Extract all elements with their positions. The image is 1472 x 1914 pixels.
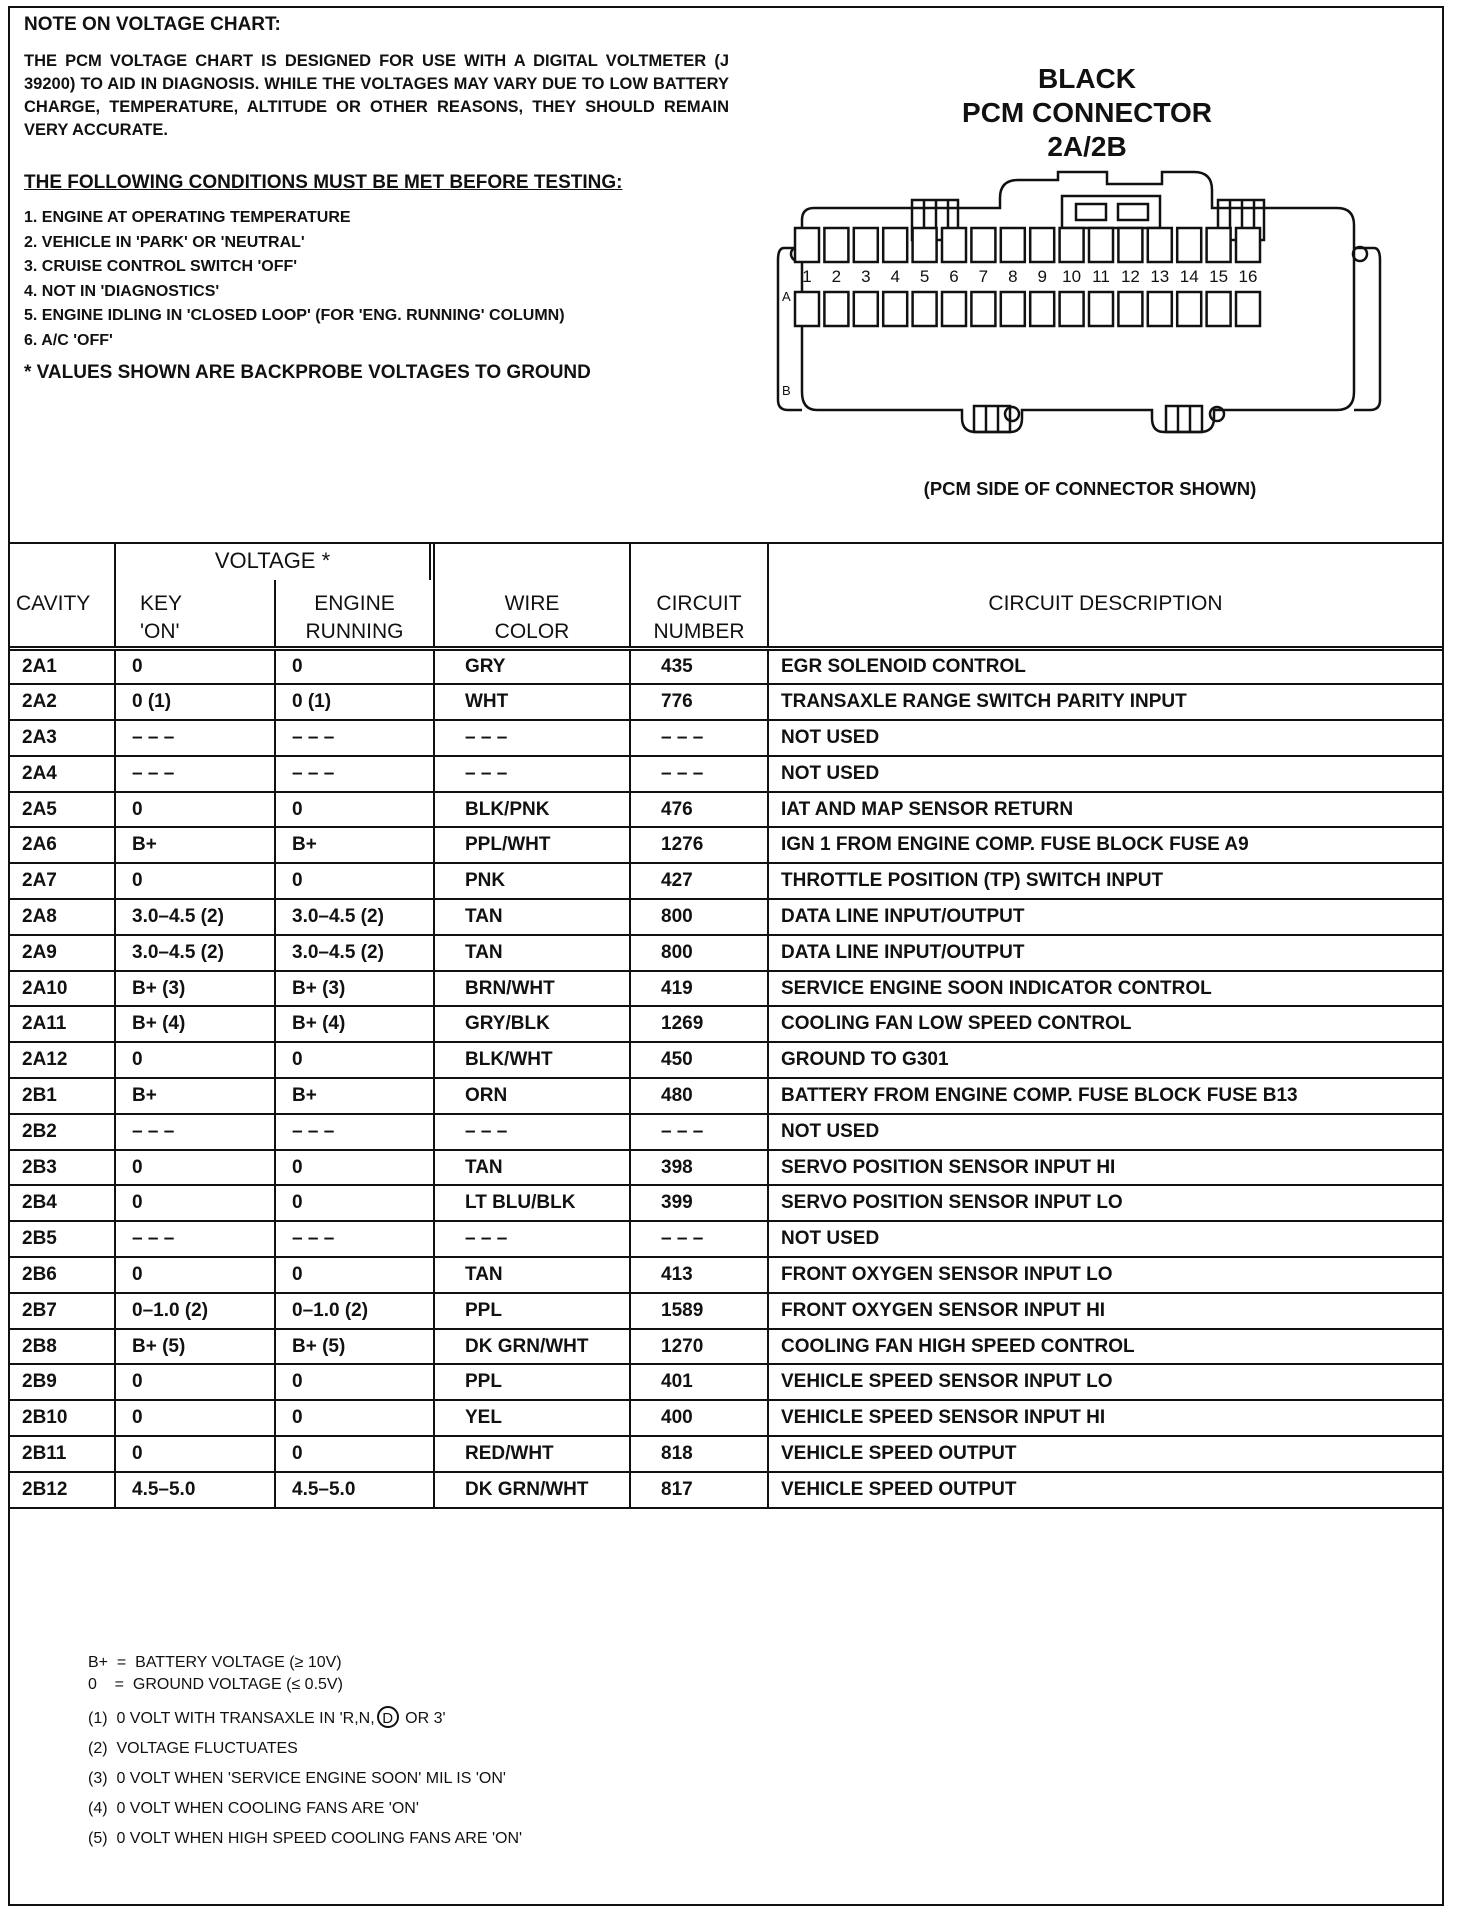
cell-circuit-description: VEHICLE SPEED SENSOR INPUT LO <box>768 1364 1443 1400</box>
table-row <box>9 1400 1443 1436</box>
row-b-label: B <box>782 383 791 398</box>
cell-engine-running: B+ (4) <box>275 1006 434 1042</box>
table-row <box>9 649 1443 685</box>
cell-wire-color: PPL/WHT <box>434 827 630 863</box>
cell-circuit-description: FRONT OXYGEN SENSOR INPUT LO <box>768 1257 1443 1293</box>
table-row <box>9 1078 1443 1114</box>
pin-a-8 <box>1001 228 1025 262</box>
pin-a-4 <box>883 228 907 262</box>
voltage-group-header: VOLTAGE * <box>114 542 431 580</box>
circled-d-icon: D <box>377 1706 399 1728</box>
table-row <box>9 899 1443 935</box>
conditions-title: THE FOLLOWING CONDITIONS MUST BE MET BEFORE TESTING: <box>24 172 623 193</box>
cell-key-on: 0 <box>115 863 275 899</box>
cell-circuit-description: FRONT OXYGEN SENSOR INPUT HI <box>768 1293 1443 1329</box>
header-key-on: KEY 'ON' <box>115 543 275 649</box>
cell-key-on: B+ (4) <box>115 1006 275 1042</box>
pin-number-label: 13 <box>1150 267 1170 286</box>
table-row <box>9 684 1443 720</box>
pin-b-10 <box>1060 292 1084 326</box>
cell-circuit-description: BATTERY FROM ENGINE COMP. FUSE BLOCK FUSE B13 <box>768 1078 1443 1114</box>
condition-item: 6. A/C 'OFF' <box>24 331 113 349</box>
cell-circuit-description: COOLING FAN LOW SPEED CONTROL <box>768 1006 1443 1042</box>
cell-engine-running: 0 <box>275 1400 434 1436</box>
cell-engine-running: 0 (1) <box>275 684 434 720</box>
cell-key-on: 0 <box>115 1150 275 1186</box>
cell-circuit-number: 419 <box>630 971 768 1007</box>
cell-cavity: 2A8 <box>9 899 115 935</box>
footnote-3: (3) 0 VOLT WHEN 'SERVICE ENGINE SOON' MIL IS 'ON' <box>88 1770 506 1787</box>
cell-wire-color: TAN <box>434 935 630 971</box>
cell-cavity: 2A12 <box>9 1042 115 1078</box>
cell-key-on: – – – <box>115 1114 275 1150</box>
cell-wire-color: – – – <box>434 756 630 792</box>
cell-engine-running: 0 <box>275 1150 434 1186</box>
cell-circuit-number: – – – <box>630 1114 768 1150</box>
cell-key-on: B+ (5) <box>115 1329 275 1365</box>
cell-circuit-description: SERVICE ENGINE SOON INDICATOR CONTROL <box>768 971 1443 1007</box>
table-row <box>9 1436 1443 1472</box>
cell-circuit-number: 398 <box>630 1150 768 1186</box>
cell-wire-color: DK GRN/WHT <box>434 1472 630 1508</box>
pin-b-12 <box>1118 292 1142 326</box>
footnote-5: (5) 0 VOLT WHEN HIGH SPEED COOLING FANS ARE 'ON' <box>88 1830 523 1847</box>
cell-cavity: 2B1 <box>9 1078 115 1114</box>
cell-cavity: 2A9 <box>9 935 115 971</box>
cell-engine-running: 3.0–4.5 (2) <box>275 935 434 971</box>
cell-circuit-number: 435 <box>630 649 768 685</box>
cell-wire-color: BLK/WHT <box>434 1042 630 1078</box>
cell-circuit-description: NOT USED <box>768 1114 1443 1150</box>
cell-cavity: 2B12 <box>9 1472 115 1508</box>
pin-number-label: 5 <box>919 267 930 286</box>
cell-engine-running: 0 <box>275 863 434 899</box>
pin-a-6 <box>942 228 966 262</box>
cell-engine-running: B+ (3) <box>275 971 434 1007</box>
cell-cavity: 2A2 <box>9 684 115 720</box>
cell-key-on: B+ (3) <box>115 971 275 1007</box>
cell-key-on: 0 <box>115 1257 275 1293</box>
cell-circuit-number: 776 <box>630 684 768 720</box>
table-row <box>9 720 1443 756</box>
row-a-label: A <box>782 289 791 304</box>
cell-circuit-number: 450 <box>630 1042 768 1078</box>
cell-cavity: 2A7 <box>9 863 115 899</box>
connector-caption: (PCM SIDE OF CONNECTOR SHOWN) <box>923 478 1257 499</box>
cell-engine-running: B+ <box>275 1078 434 1114</box>
cell-circuit-number: 800 <box>630 899 768 935</box>
cell-key-on: 0 <box>115 1436 275 1472</box>
table-row <box>9 1472 1443 1508</box>
table-row <box>9 1185 1443 1221</box>
cell-wire-color: ORN <box>434 1078 630 1114</box>
cell-circuit-description: VEHICLE SPEED OUTPUT <box>768 1472 1443 1508</box>
pin-b-14 <box>1177 292 1201 326</box>
cell-engine-running: 0 <box>275 1257 434 1293</box>
cell-engine-running: B+ (5) <box>275 1329 434 1365</box>
pin-b-2 <box>824 292 848 326</box>
pin-b-8 <box>1001 292 1025 326</box>
cell-engine-running: – – – <box>275 1114 434 1150</box>
cell-circuit-description: SERVO POSITION SENSOR INPUT HI <box>768 1150 1443 1186</box>
table-row <box>9 1114 1443 1150</box>
cell-circuit-description: COOLING FAN HIGH SPEED CONTROL <box>768 1329 1443 1365</box>
table-row <box>9 935 1443 971</box>
cell-wire-color: – – – <box>434 1221 630 1257</box>
cell-cavity: 2A10 <box>9 971 115 1007</box>
cell-cavity: 2A1 <box>9 649 115 685</box>
pin-number-label: 10 <box>1062 267 1082 286</box>
cell-circuit-description: VEHICLE SPEED SENSOR INPUT HI <box>768 1400 1443 1436</box>
pin-a-11 <box>1089 228 1113 262</box>
pin-b-6 <box>942 292 966 326</box>
condition-item: 1. ENGINE AT OPERATING TEMPERATURE <box>24 209 351 226</box>
table-row <box>9 1221 1443 1257</box>
pin-number-label: 8 <box>1008 267 1018 286</box>
legend <box>88 1652 343 1696</box>
cell-circuit-number: 817 <box>630 1472 768 1508</box>
cell-wire-color: YEL <box>434 1400 630 1436</box>
table-row <box>9 792 1443 828</box>
header-wire-color: WIRE COLOR <box>434 543 630 649</box>
pin-b-7 <box>971 292 995 326</box>
cell-wire-color: GRY <box>434 649 630 685</box>
pin-number-label: 6 <box>949 267 959 286</box>
cell-circuit-description: THROTTLE POSITION (TP) SWITCH INPUT <box>768 863 1443 899</box>
cell-engine-running: 0 <box>275 792 434 828</box>
cell-wire-color: LT BLU/BLK <box>434 1185 630 1221</box>
cell-key-on: – – – <box>115 756 275 792</box>
cell-cavity: 2B8 <box>9 1329 115 1365</box>
cell-wire-color: TAN <box>434 1150 630 1186</box>
cell-wire-color: GRY/BLK <box>434 1006 630 1042</box>
cell-key-on: 0 <box>115 1364 275 1400</box>
cell-engine-running: 0 <box>275 649 434 685</box>
pin-b-13 <box>1148 292 1172 326</box>
pin-a-3 <box>854 228 878 262</box>
cell-circuit-description: TRANSAXLE RANGE SWITCH PARITY INPUT <box>768 684 1443 720</box>
cell-key-on: 0 <box>115 1185 275 1221</box>
cell-circuit-description: SERVO POSITION SENSOR INPUT LO <box>768 1185 1443 1221</box>
pin-b-9 <box>1030 292 1054 326</box>
pin-number-label: 9 <box>1037 267 1047 286</box>
cell-cavity: 2B5 <box>9 1221 115 1257</box>
footnote-1: (1) 0 VOLT WITH TRANSAXLE IN 'R,N, D OR 3' <box>88 1704 522 1734</box>
cell-wire-color: RED/WHT <box>434 1436 630 1472</box>
table-row <box>9 971 1443 1007</box>
cell-circuit-description: NOT USED <box>768 1221 1443 1257</box>
pin-a-16 <box>1236 228 1260 262</box>
cell-wire-color: TAN <box>434 899 630 935</box>
pin-number-label: 4 <box>890 267 900 286</box>
cell-engine-running: – – – <box>275 720 434 756</box>
cell-key-on: 0 <box>115 649 275 685</box>
cell-circuit-number: 800 <box>630 935 768 971</box>
cell-engine-running: – – – <box>275 756 434 792</box>
pin-number-label: 3 <box>861 267 871 286</box>
condition-item: 3. CRUISE CONTROL SWITCH 'OFF' <box>24 258 298 275</box>
cell-key-on: 3.0–4.5 (2) <box>115 899 275 935</box>
cell-cavity: 2B9 <box>9 1364 115 1400</box>
cell-engine-running: 3.0–4.5 (2) <box>275 899 434 935</box>
header-cavity: CAVITY <box>9 543 115 649</box>
cell-cavity: 2B11 <box>9 1436 115 1472</box>
cell-circuit-description: IGN 1 FROM ENGINE COMP. FUSE BLOCK FUSE A9 <box>768 827 1443 863</box>
table-row <box>9 1257 1443 1293</box>
table-row <box>9 756 1443 792</box>
table-row <box>9 827 1443 863</box>
table-row <box>9 1150 1443 1186</box>
cell-key-on: B+ <box>115 827 275 863</box>
cell-wire-color: WHT <box>434 684 630 720</box>
note-title: NOTE ON VOLTAGE CHART: <box>24 14 281 35</box>
cell-key-on: 0 <box>115 792 275 828</box>
cell-circuit-number: – – – <box>630 756 768 792</box>
pin-number-label: 16 <box>1238 267 1258 286</box>
cell-wire-color: DK GRN/WHT <box>434 1329 630 1365</box>
pin-a-15 <box>1207 228 1231 262</box>
cell-circuit-description: IAT AND MAP SENSOR RETURN <box>768 792 1443 828</box>
cell-engine-running: 0 <box>275 1042 434 1078</box>
cell-circuit-number: 1589 <box>630 1293 768 1329</box>
header-circuit-description: CIRCUIT DESCRIPTION <box>768 543 1443 649</box>
cell-key-on: 3.0–4.5 (2) <box>115 935 275 971</box>
table-row <box>9 1006 1443 1042</box>
cell-circuit-number: 399 <box>630 1185 768 1221</box>
cell-circuit-number: 476 <box>630 792 768 828</box>
cell-circuit-description: GROUND TO G301 <box>768 1042 1443 1078</box>
cell-circuit-number: 413 <box>630 1257 768 1293</box>
pin-number-label: 7 <box>978 267 989 286</box>
backprobe-note: * VALUES SHOWN ARE BACKPROBE VOLTAGES TO GROUND <box>24 362 591 383</box>
cell-engine-running: 4.5–5.0 <box>275 1472 434 1508</box>
conditions-list <box>24 206 565 353</box>
cell-circuit-description: VEHICLE SPEED OUTPUT <box>768 1436 1443 1472</box>
pin-a-1 <box>795 228 819 262</box>
cell-circuit-number: 818 <box>630 1436 768 1472</box>
cell-wire-color: PPL <box>434 1293 630 1329</box>
pin-number-label: 2 <box>831 267 842 286</box>
legend-battery: B+ = BATTERY VOLTAGE (≥ 10V) <box>88 1654 342 1671</box>
pin-number-label: 1 <box>802 267 812 286</box>
cell-circuit-number: 1269 <box>630 1006 768 1042</box>
cell-key-on: 4.5–5.0 <box>115 1472 275 1508</box>
cell-circuit-description: EGR SOLENOID CONTROL <box>768 649 1443 685</box>
connector-title <box>912 62 1262 164</box>
cell-engine-running: – – – <box>275 1221 434 1257</box>
cell-circuit-number: – – – <box>630 1221 768 1257</box>
pin-a-2 <box>824 228 848 262</box>
condition-item: 2. VEHICLE IN 'PARK' OR 'NEUTRAL' <box>24 233 305 251</box>
cell-key-on: 0 <box>115 1042 275 1078</box>
table-row <box>9 1293 1443 1329</box>
cell-key-on: 0 (1) <box>115 684 275 720</box>
cell-key-on: 0–1.0 (2) <box>115 1293 275 1329</box>
cell-wire-color: – – – <box>434 1114 630 1150</box>
cell-wire-color: TAN <box>434 1257 630 1293</box>
cell-cavity: 2A11 <box>9 1006 115 1042</box>
pin-b-1 <box>795 292 819 326</box>
cell-key-on: 0 <box>115 1400 275 1436</box>
connector-title-name: PCM CONNECTOR <box>962 97 1212 128</box>
pin-number-label: 14 <box>1179 267 1199 286</box>
footnotes <box>88 1704 522 1854</box>
pin-b-16 <box>1236 292 1260 326</box>
pin-a-14 <box>1177 228 1201 262</box>
header-circuit-number: CIRCUIT NUMBER <box>630 543 768 649</box>
pin-number-label: 11 <box>1092 267 1110 286</box>
cell-wire-color: BRN/WHT <box>434 971 630 1007</box>
cell-wire-color: – – – <box>434 720 630 756</box>
cell-wire-color: PPL <box>434 1364 630 1400</box>
cell-circuit-description: NOT USED <box>768 720 1443 756</box>
connector-title-id: 2A/2B <box>1047 131 1127 162</box>
cell-cavity: 2B7 <box>9 1293 115 1329</box>
cell-cavity: 2B6 <box>9 1257 115 1293</box>
cell-engine-running: B+ <box>275 827 434 863</box>
cell-circuit-description: NOT USED <box>768 756 1443 792</box>
cell-circuit-number: 400 <box>630 1400 768 1436</box>
pin-a-12 <box>1118 228 1142 262</box>
connector-diagram <box>762 170 1402 470</box>
legend-ground: 0 = GROUND VOLTAGE (≤ 0.5V) <box>88 1676 343 1693</box>
note-text: THE PCM VOLTAGE CHART IS DESIGNED FOR USE WITH A DIGITAL VOLTMETER (J 39200) TO AID IN DIAGNOSIS. WHILE THE VOLTAGES MAY VARY DUE TO LOW BATTERY CHARGE, TEMPERATURE, ALTITUDE OR OTHER REASONS, THEY SHOULD REMAIN VERY ACCURATE. <box>24 52 729 139</box>
cell-cavity: 2B3 <box>9 1150 115 1186</box>
cell-circuit-number: 480 <box>630 1078 768 1114</box>
condition-item: 4. NOT IN 'DIAGNOSTICS' <box>24 282 220 300</box>
pin-number-label: 15 <box>1209 267 1229 286</box>
voltage-chart-table <box>8 542 1444 1509</box>
cell-engine-running: 0 <box>275 1436 434 1472</box>
cell-circuit-number: 401 <box>630 1364 768 1400</box>
cell-cavity: 2B2 <box>9 1114 115 1150</box>
footnote-4: (4) 0 VOLT WHEN COOLING FANS ARE 'ON' <box>88 1800 419 1817</box>
table-row <box>9 863 1443 899</box>
cell-cavity: 2A6 <box>9 827 115 863</box>
pin-b-3 <box>854 292 878 326</box>
pin-b-4 <box>883 292 907 326</box>
connector-title-color: BLACK <box>1038 63 1136 94</box>
cell-engine-running: 0–1.0 (2) <box>275 1293 434 1329</box>
cell-circuit-number: 1270 <box>630 1329 768 1365</box>
cell-wire-color: PNK <box>434 863 630 899</box>
pin-b-11 <box>1089 292 1113 326</box>
pin-a-10 <box>1060 228 1084 262</box>
table-row <box>9 1364 1443 1400</box>
table-row <box>9 1329 1443 1365</box>
cell-cavity: 2B10 <box>9 1400 115 1436</box>
cell-key-on: B+ <box>115 1078 275 1114</box>
pin-b-5 <box>913 292 937 326</box>
header-engine-running: ENGINE RUNNING <box>275 543 434 649</box>
pin-number-label: 12 <box>1120 267 1140 286</box>
pin-a-7 <box>971 228 995 262</box>
footnote-2: (2) VOLTAGE FLUCTUATES <box>88 1740 298 1757</box>
cell-circuit-number: 427 <box>630 863 768 899</box>
cell-cavity: 2A3 <box>9 720 115 756</box>
table-row <box>9 1042 1443 1078</box>
cell-circuit-number: 1276 <box>630 827 768 863</box>
cell-key-on: – – – <box>115 720 275 756</box>
cell-cavity: 2A5 <box>9 792 115 828</box>
cell-engine-running: 0 <box>275 1364 434 1400</box>
condition-item: 5. ENGINE IDLING IN 'CLOSED LOOP' (FOR 'ENG. RUNNING' COLUMN) <box>24 307 565 324</box>
pin-a-13 <box>1148 228 1172 262</box>
cell-key-on: – – – <box>115 1221 275 1257</box>
cell-cavity: 2B4 <box>9 1185 115 1221</box>
pin-b-15 <box>1207 292 1231 326</box>
cell-engine-running: 0 <box>275 1185 434 1221</box>
pin-a-9 <box>1030 228 1054 262</box>
cell-circuit-number: – – – <box>630 720 768 756</box>
cell-wire-color: BLK/PNK <box>434 792 630 828</box>
cell-cavity: 2A4 <box>9 756 115 792</box>
pin-a-5 <box>913 228 937 262</box>
cell-circuit-description: DATA LINE INPUT/OUTPUT <box>768 935 1443 971</box>
cell-circuit-description: DATA LINE INPUT/OUTPUT <box>768 899 1443 935</box>
